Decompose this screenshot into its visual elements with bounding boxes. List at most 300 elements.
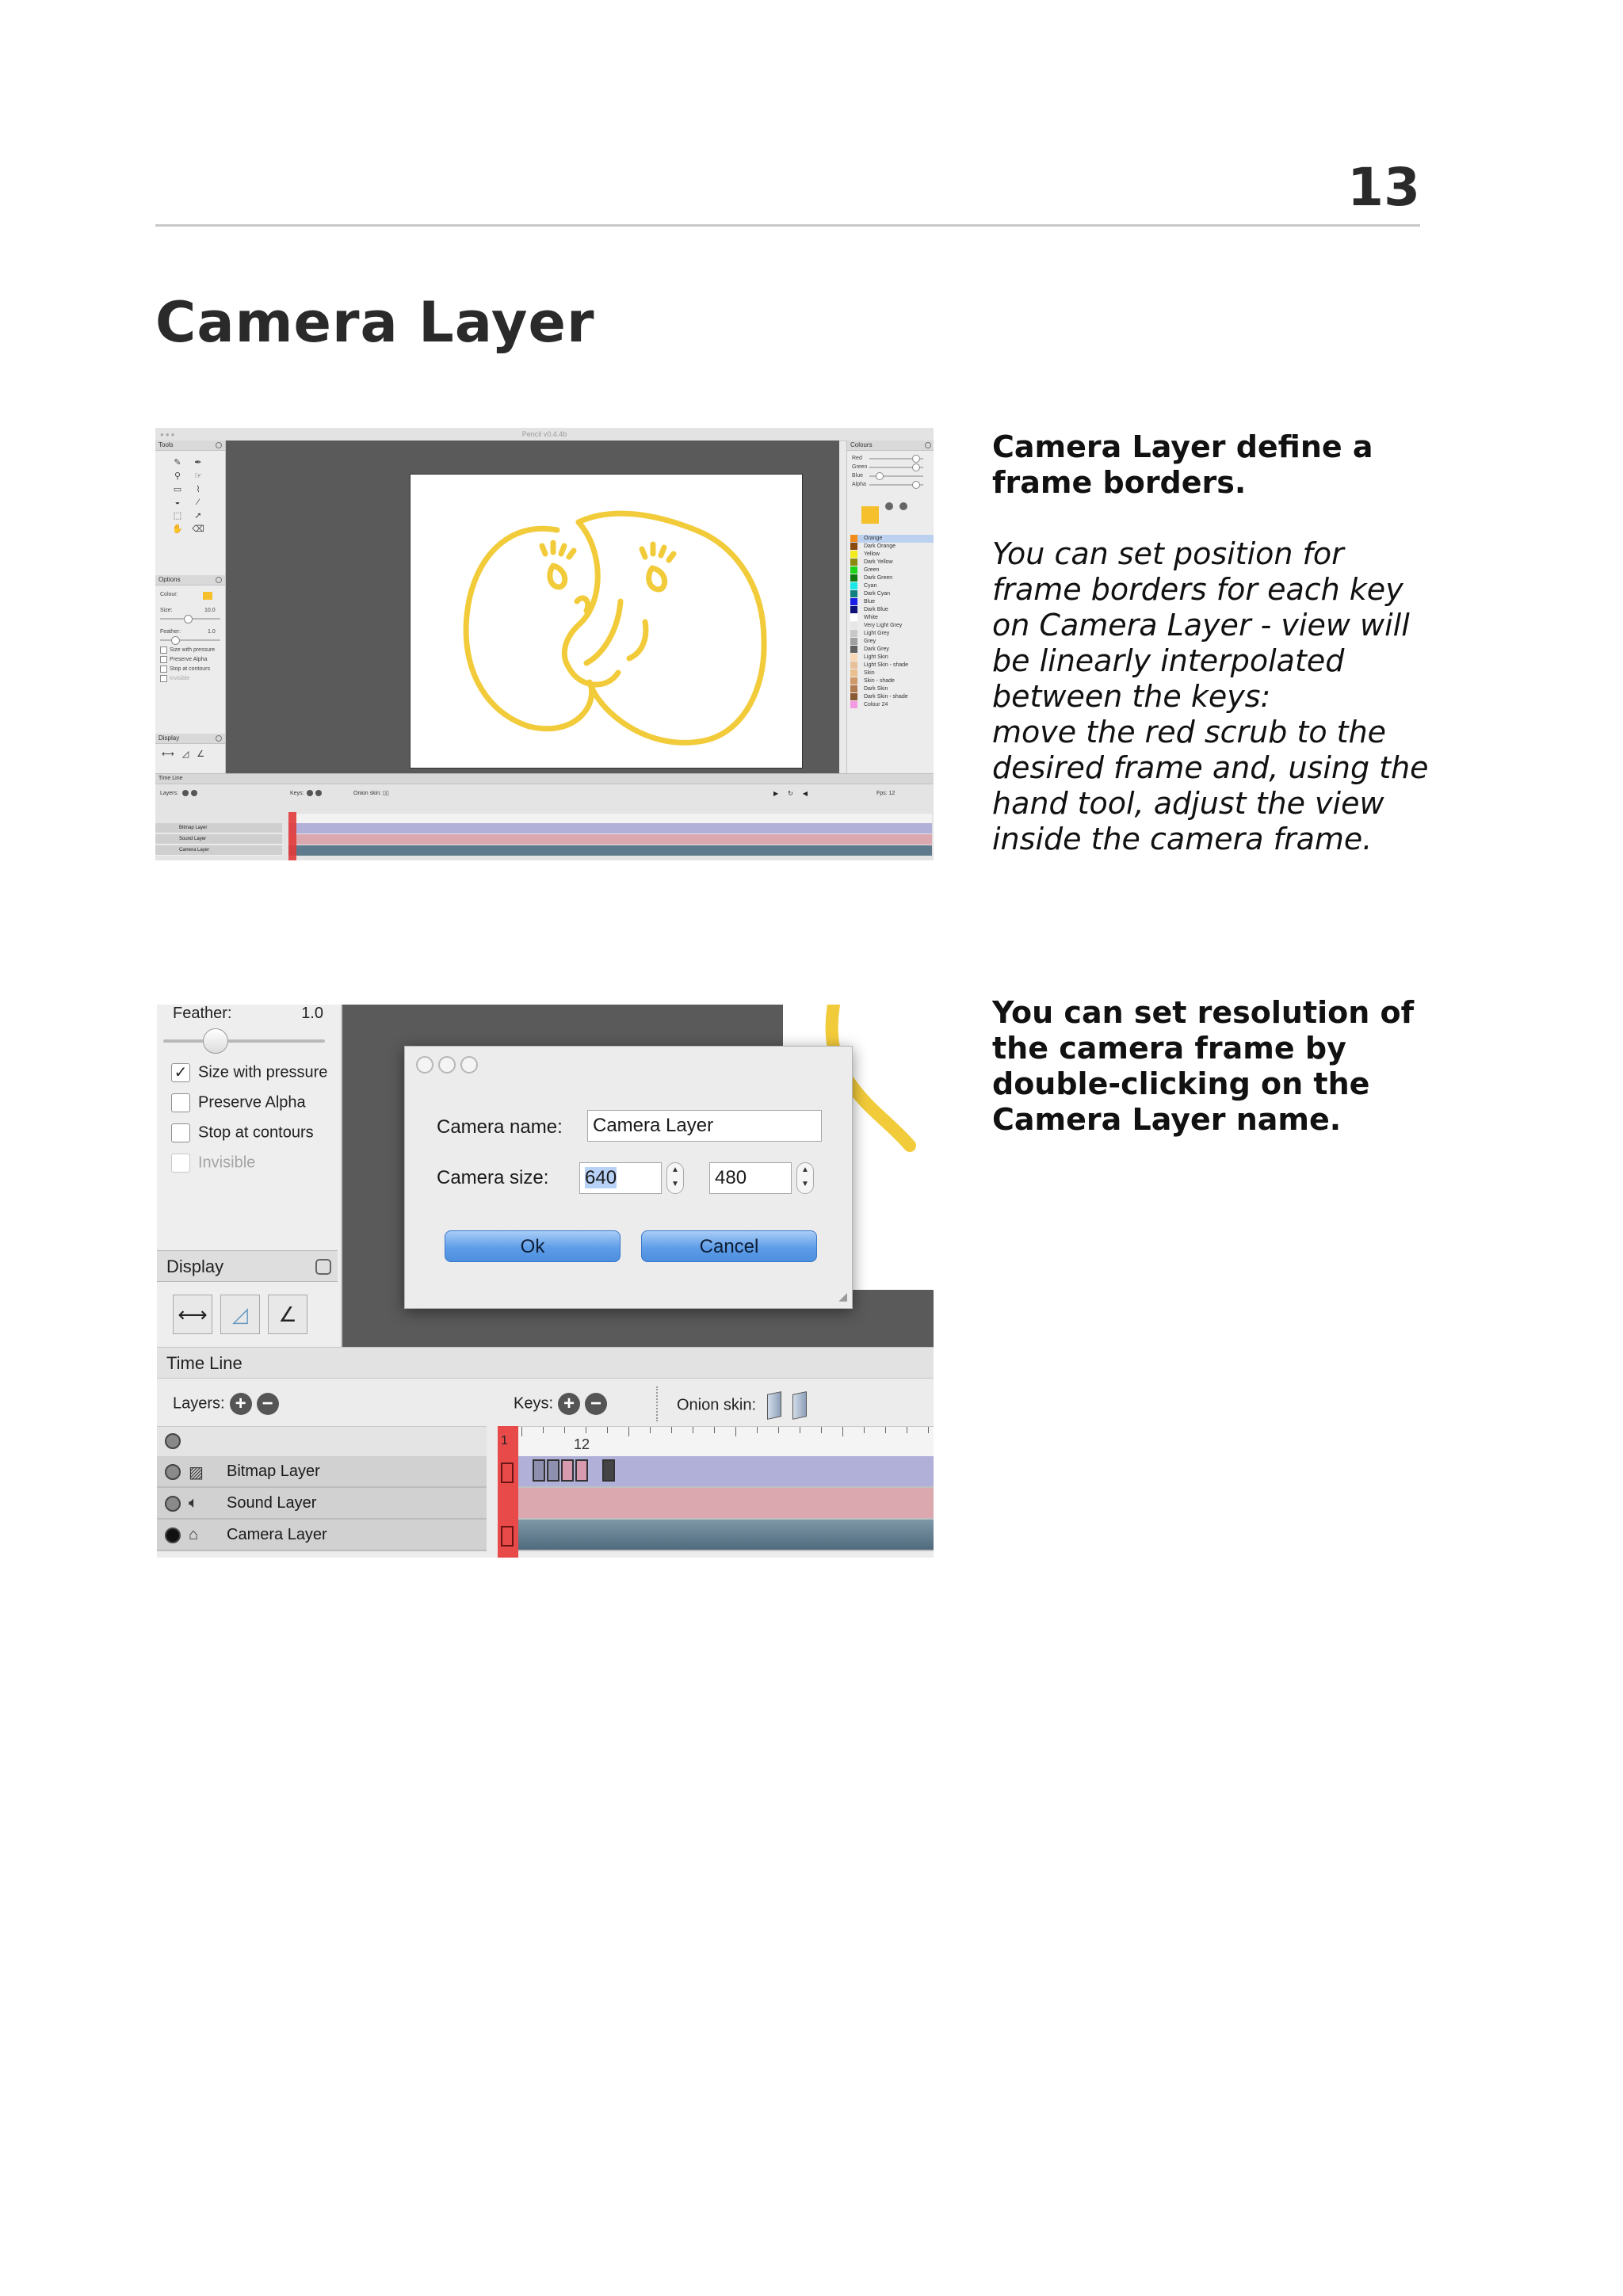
ruler-tick: [714, 1427, 715, 1433]
layer-row-camera[interactable]: [157, 1520, 487, 1551]
colour-swatch: [850, 662, 857, 669]
options-panel-title: Options: [158, 576, 181, 583]
red-scrub[interactable]: [288, 812, 296, 860]
colour-list-item[interactable]: [850, 685, 934, 693]
camera-height-input[interactable]: [709, 1162, 792, 1194]
checkbox-icon[interactable]: [171, 1154, 190, 1173]
colour-list-item[interactable]: [850, 654, 934, 662]
display-panel-title: Display: [158, 734, 180, 742]
check-label: Invisible: [198, 1154, 256, 1172]
layer-track-sound[interactable]: [288, 834, 932, 845]
tools-panel-header: [155, 441, 225, 451]
colour-name: Dark Grey: [864, 646, 889, 652]
camera-size-label: Camera size:: [437, 1167, 549, 1188]
page-number: 13: [1347, 157, 1420, 218]
camera-name-input[interactable]: Camera Layer: [587, 1110, 822, 1142]
frame-ruler[interactable]: [498, 1426, 934, 1457]
layer-row-sound[interactable]: [157, 1488, 487, 1520]
colour-swatch: [850, 693, 857, 700]
visibility-icon[interactable]: [165, 1496, 181, 1512]
onion-next-icon[interactable]: ▯: [385, 791, 389, 796]
keyframe[interactable]: [501, 1526, 514, 1547]
timeline-panel: [157, 1347, 934, 1558]
page-title: Camera Layer: [155, 290, 595, 355]
display-panel-header: [157, 1250, 338, 1282]
stepper-up-icon[interactable]: ▲: [801, 1165, 809, 1174]
remove-layer-icon[interactable]: −: [257, 1393, 279, 1415]
layer-track-bitmap[interactable]: [288, 823, 932, 833]
options-panel: [157, 1005, 342, 1347]
width-stepper[interactable]: [666, 1162, 684, 1194]
layer-name[interactable]: Sound Layer: [155, 834, 282, 845]
colour-list-item[interactable]: [850, 574, 934, 582]
clear-tool-icon[interactable]: ⌫: [192, 524, 204, 534]
ruler-frame-number: 12: [574, 1436, 590, 1452]
add-key-icon[interactable]: [307, 790, 313, 796]
colour-name: Dark Yellow: [864, 559, 893, 565]
colour-swatch: [850, 646, 857, 653]
slider-label: Blue: [852, 473, 864, 479]
size-label: Size:: [160, 608, 173, 613]
layer-row-bitmap[interactable]: [157, 1456, 487, 1488]
colour-list-item[interactable]: [850, 669, 934, 677]
section1-body-line: between the keys:: [992, 679, 1271, 714]
toggle-all-visibility-icon[interactable]: [165, 1433, 181, 1449]
layer-track-camera[interactable]: [498, 1520, 934, 1551]
add-key-icon[interactable]: +: [558, 1393, 580, 1415]
check-label: Preserve Alpha: [198, 1093, 306, 1112]
camera-width-input[interactable]: [579, 1162, 662, 1194]
sound-icon[interactable]: ◀: [802, 790, 818, 797]
colour-name: Dark Skin - shade: [864, 694, 908, 700]
horizontal-arrows-icon[interactable]: ⟷: [173, 1295, 212, 1334]
panel-float-icon[interactable]: [216, 735, 222, 742]
colour-swatch: [850, 677, 857, 685]
section1-text: [992, 429, 1436, 857]
colour-name: Yellow: [864, 551, 880, 557]
feather-label: Feather:: [160, 629, 181, 635]
bitmap-layer-icon: ▨: [189, 1464, 204, 1482]
timeline-controls: [157, 1379, 934, 1426]
colour-name: Grey: [864, 639, 876, 644]
keyframe[interactable]: [533, 1459, 545, 1482]
stepper-up-icon[interactable]: ▲: [671, 1165, 679, 1174]
preserve-alpha-check[interactable]: [155, 655, 225, 665]
thin-lines-icon[interactable]: ◿: [181, 749, 197, 759]
keyframe[interactable]: [575, 1459, 588, 1482]
check-label: Size with pressure: [198, 1063, 328, 1081]
section1-body-line: desired frame and, using the: [992, 750, 1429, 785]
timeline-panel: [155, 773, 934, 860]
sound-layer-icon: 🔈︎: [189, 1494, 198, 1512]
section1-body: [992, 536, 1436, 857]
window-controls-icon[interactable]: ●●●: [160, 431, 177, 438]
ruler-tick: [521, 1427, 522, 1436]
toolbar-separator: [656, 1386, 658, 1421]
check-label: Stop at contours: [198, 1123, 314, 1142]
section1-body-line: on Camera Layer - view will: [992, 608, 1410, 643]
colour-swatch: [850, 543, 857, 550]
slider-handle[interactable]: [171, 636, 180, 645]
colour-sliders: [847, 454, 934, 489]
brush-tool-icon[interactable]: ⚲: [174, 471, 181, 481]
preserve-alpha-check[interactable]: [171, 1093, 306, 1112]
options-panel: [155, 575, 226, 734]
tools-panel-title: Tools: [158, 441, 174, 448]
eyedropper-tool-icon[interactable]: ⁄: [197, 498, 199, 507]
colour-list-item[interactable]: [850, 614, 934, 622]
select-tool-icon[interactable]: ⬚: [173, 511, 182, 521]
keys-label: Keys:: [514, 1394, 554, 1413]
colour-list-item[interactable]: [850, 646, 934, 654]
keys-controls: [514, 1393, 607, 1415]
display-buttons: [173, 1295, 315, 1334]
colour-name: Dark Green: [864, 575, 893, 581]
onion-prev-icon[interactable]: [767, 1391, 781, 1420]
section2-heading-line: double-clicking on the: [992, 1066, 1370, 1101]
bucket-tool-icon[interactable]: ◒: [174, 498, 181, 507]
camera-layer-icon: ⌂: [189, 1526, 199, 1543]
red-scrub[interactable]: [498, 1426, 518, 1558]
colour-swatch: [850, 654, 857, 661]
ruler-tick: [628, 1427, 629, 1436]
layers-controls: [173, 1393, 279, 1415]
colour-swatch: [850, 638, 857, 645]
checkbox-checked-icon[interactable]: [160, 646, 167, 654]
colour-list-item[interactable]: [850, 606, 934, 614]
slider-label: Green: [852, 464, 868, 470]
colour-swatch: [850, 630, 857, 637]
layer-name[interactable]: Camera Layer: [227, 1526, 327, 1543]
thin-lines-icon[interactable]: ◿: [220, 1295, 260, 1334]
colour-swatch: [850, 598, 857, 605]
layer-name[interactable]: Camera Layer: [155, 845, 282, 856]
ruler-tick: [650, 1427, 651, 1433]
yellow-face-drawing: [411, 475, 802, 768]
ruler-tick: [564, 1427, 565, 1433]
smudge-tool-icon[interactable]: ☞: [194, 471, 202, 481]
fps-control: [876, 784, 895, 803]
panel-float-icon[interactable]: [925, 442, 931, 448]
layer-track-camera[interactable]: [288, 845, 932, 856]
drawing-stage[interactable]: [342, 1005, 934, 1347]
add-layer-icon[interactable]: [182, 790, 189, 796]
resize-grip-icon[interactable]: ◢: [838, 1290, 847, 1302]
colour-swatch: [850, 701, 857, 708]
colour-name: Dark Cyan: [864, 591, 891, 597]
visibility-icon[interactable]: [165, 1527, 181, 1543]
layer-name[interactable]: Bitmap Layer: [227, 1463, 320, 1480]
colour-name: Colour 24: [864, 702, 888, 707]
loop-icon[interactable]: ↻: [788, 790, 803, 797]
section1-body-line: You can set position for: [992, 536, 1344, 571]
check-label: Stop at contours: [170, 666, 210, 672]
layer-row-sound[interactable]: [155, 834, 934, 845]
ruler-tick: [842, 1427, 843, 1436]
checkbox-checked-icon[interactable]: ✓: [171, 1063, 190, 1082]
camera-frame-canvas[interactable]: [410, 474, 803, 769]
playback-controls: [773, 790, 817, 798]
colour-swatch: [850, 566, 857, 574]
colour-name: White: [864, 615, 878, 620]
colour-list-item[interactable]: [850, 677, 934, 685]
cancel-button[interactable]: Cancel: [641, 1230, 817, 1262]
colour-name: Dark Orange: [864, 543, 896, 549]
invisible-check[interactable]: [171, 1154, 255, 1173]
colour-list-item[interactable]: [850, 662, 934, 669]
invisible-check[interactable]: [155, 674, 225, 684]
ruler-tick: [778, 1427, 779, 1433]
section1-body-line: be linearly interpolated: [992, 643, 1345, 678]
feather-slider[interactable]: [163, 1039, 325, 1043]
size-option: [155, 606, 225, 616]
window-titlebar: [155, 428, 934, 441]
checkbox-icon[interactable]: [160, 675, 167, 682]
colour-name: Light Skin - shade: [864, 662, 909, 668]
remove-key-icon[interactable]: [315, 790, 322, 796]
ruler-tick: [885, 1427, 886, 1433]
stop-contours-check[interactable]: [171, 1123, 314, 1142]
layer-track-sound[interactable]: [498, 1488, 934, 1520]
camera-height-value: 480: [715, 1167, 747, 1188]
screenshot-pencil-window: [155, 428, 934, 860]
display-buttons: [155, 744, 225, 759]
horizontal-arrows-icon[interactable]: ⟷: [162, 749, 182, 759]
slider-label: Alpha: [852, 482, 866, 487]
colour-list-item[interactable]: [850, 622, 934, 630]
section1-heading: Camera Layer define a frame borders.: [992, 429, 1373, 500]
colour-list-item[interactable]: [850, 630, 934, 638]
keyframe[interactable]: [547, 1459, 559, 1482]
colour-name: Skin: [864, 670, 875, 676]
alpha-slider[interactable]: [847, 480, 934, 489]
colour-name: Light Grey: [864, 631, 890, 636]
checkbox-icon[interactable]: [171, 1093, 190, 1112]
colour-list-item[interactable]: [850, 551, 934, 559]
colour-list-item[interactable]: [850, 582, 934, 590]
colour-swatch: [850, 614, 857, 621]
stop-contours-check[interactable]: [155, 665, 225, 674]
layer-row-bitmap[interactable]: [155, 823, 934, 834]
colour-swatch: [850, 574, 857, 582]
hand-tool-icon[interactable]: ✋: [172, 524, 183, 534]
polyline-tool-icon[interactable]: ⌇: [196, 485, 200, 494]
screenshot-camera-dialog: [157, 1005, 934, 1558]
ruler-tick: [864, 1427, 865, 1433]
section1-body-line: frame borders for each key: [992, 572, 1403, 607]
check-label: Invisible: [170, 676, 190, 681]
slider-handle[interactable]: [203, 1028, 228, 1054]
section2-heading-line: the camera frame by: [992, 1031, 1346, 1066]
timeline-header: Time Line: [155, 774, 934, 784]
red-slider[interactable]: [847, 454, 934, 463]
colour-swatch: [850, 551, 857, 558]
remove-colour-icon[interactable]: [899, 502, 907, 510]
colour-list-item[interactable]: [850, 638, 934, 646]
colour-name: Blue: [864, 599, 876, 605]
check-label: Size with pressure: [170, 647, 216, 653]
slider-label: Red: [852, 456, 862, 461]
keyframe[interactable]: [602, 1459, 615, 1482]
play-icon[interactable]: ▶: [773, 790, 789, 797]
layer-name[interactable]: Bitmap Layer: [155, 823, 282, 833]
onion-prev-icon[interactable]: ▯: [382, 791, 386, 796]
eraser-tool-icon[interactable]: ▭: [173, 485, 182, 494]
display-panel: [155, 734, 226, 773]
ruler-tick: [757, 1427, 758, 1433]
dialog-titlebar: [405, 1047, 852, 1078]
colour-list: [850, 535, 934, 749]
size-pressure-check[interactable]: [155, 646, 225, 655]
colour-name: Cyan: [864, 583, 877, 589]
outlines-icon[interactable]: ∠: [197, 749, 213, 759]
minimize-window-icon[interactable]: [438, 1056, 456, 1074]
onion-controls: [353, 784, 389, 803]
ruler-tick: [543, 1427, 544, 1433]
blue-slider[interactable]: [847, 471, 934, 480]
onion-controls: [677, 1393, 807, 1418]
layer-row-camera[interactable]: [155, 845, 934, 856]
panel-float-icon[interactable]: [216, 442, 222, 448]
tools-panel: [155, 441, 226, 575]
colour-name: Dark Skin: [864, 686, 888, 692]
frame-ruler[interactable]: [288, 814, 932, 823]
colour-swatch: [850, 590, 857, 597]
pen-tool-icon[interactable]: ✒: [194, 458, 202, 467]
colour-list-item[interactable]: [850, 701, 934, 709]
green-slider[interactable]: [847, 463, 934, 471]
timeline-controls: [155, 784, 934, 803]
colour-swatch: [850, 622, 857, 629]
colour-name: Skin - shade: [864, 678, 895, 684]
colour-list-item[interactable]: [850, 566, 934, 574]
current-colour-swatch[interactable]: [861, 506, 879, 524]
colour-list-item[interactable]: [850, 693, 934, 701]
header-rule: [155, 224, 1420, 227]
section2-heading-line: You can set resolution of: [992, 995, 1415, 1030]
ruler-tick: [607, 1427, 608, 1433]
section1-body-line: hand tool, adjust the view: [992, 786, 1384, 821]
feather-value: 1.0: [301, 1005, 323, 1022]
colour-label: Colour:: [160, 592, 178, 597]
section2-text: [992, 995, 1436, 1138]
slider-handle[interactable]: [912, 481, 920, 489]
display-panel-header: [155, 734, 225, 744]
checkbox-icon[interactable]: [160, 656, 167, 663]
move-tool-icon[interactable]: ➚: [194, 511, 202, 521]
keyframe[interactable]: [501, 1463, 514, 1483]
colour-name: Very Light Grey: [864, 623, 903, 628]
colour-swatch: [850, 685, 857, 692]
stepper-down-icon[interactable]: ▼: [801, 1180, 809, 1188]
ruler-tick: [928, 1427, 929, 1433]
size-slider[interactable]: [160, 618, 220, 620]
panel-float-icon[interactable]: [315, 1259, 331, 1275]
onion-label: Onion skin:: [677, 1396, 757, 1414]
slider-handle[interactable]: [184, 615, 193, 624]
colour-list-item[interactable]: [850, 598, 934, 606]
add-layer-icon[interactable]: +: [230, 1393, 252, 1415]
colour-list-item[interactable]: [850, 543, 934, 551]
fps-label: Fps:: [876, 791, 888, 796]
feather-value: 1.0: [208, 629, 216, 635]
keyframe[interactable]: [561, 1459, 574, 1482]
visibility-icon[interactable]: [165, 1464, 181, 1480]
height-stepper[interactable]: [796, 1162, 814, 1194]
layer-track-bitmap[interactable]: [498, 1456, 934, 1488]
section1-body-line: inside the camera frame.: [992, 822, 1373, 856]
keys-controls: [290, 784, 322, 803]
onion-next-icon[interactable]: [792, 1391, 807, 1420]
check-label: Preserve Alpha: [170, 657, 208, 662]
zoom-window-icon[interactable]: [460, 1056, 478, 1074]
panel-float-icon[interactable]: [216, 577, 222, 583]
window-title: Pencil v0.4.4b: [521, 430, 567, 438]
ruler-tick: [671, 1427, 672, 1433]
outlines-icon[interactable]: ∠: [268, 1295, 307, 1334]
colour-swatch: [850, 582, 857, 589]
colours-panel-header: [847, 441, 934, 451]
colour-swatch: [850, 669, 857, 677]
camera-name-label: Camera name:: [437, 1116, 563, 1138]
ruler-tick: [735, 1427, 736, 1436]
colour-name: Light Skin: [864, 654, 888, 660]
colour-swatch: [850, 559, 857, 566]
colour-name: Dark Blue: [864, 607, 888, 612]
feather-option: [173, 1005, 323, 1023]
feather-slider[interactable]: [160, 639, 220, 641]
camera-width-value: 640: [585, 1167, 617, 1188]
layer-list-header: [157, 1426, 487, 1457]
colours-panel-title: Colours: [850, 441, 873, 448]
colour-list-item[interactable]: [850, 590, 934, 598]
layer-name[interactable]: Sound Layer: [227, 1494, 317, 1512]
stepper-down-icon[interactable]: ▼: [671, 1180, 679, 1188]
remove-key-icon[interactable]: −: [585, 1393, 607, 1415]
camera-properties-dialog: [404, 1046, 853, 1309]
section1-body-line: move the red scrub to the: [992, 715, 1387, 749]
add-colour-icon[interactable]: [885, 502, 893, 510]
colour-swatch: [850, 606, 857, 613]
colour-name: Orange: [864, 536, 883, 541]
colour-option: [155, 590, 225, 600]
layers-label: Layers:: [173, 1394, 225, 1413]
slider-handle[interactable]: [912, 455, 920, 463]
colours-panel: [846, 441, 934, 773]
slider-handle[interactable]: [876, 472, 884, 480]
feather-label: Feather:: [173, 1005, 232, 1022]
checkbox-icon[interactable]: [160, 666, 167, 673]
colour-swatch[interactable]: [203, 592, 212, 600]
ruler-tick: [821, 1427, 822, 1433]
close-window-icon[interactable]: [416, 1056, 433, 1074]
colour-name: Green: [864, 567, 880, 573]
keys-label: Keys:: [290, 791, 304, 796]
tool-grid: [155, 451, 225, 534]
remove-layer-icon[interactable]: [191, 790, 197, 796]
slider-handle[interactable]: [912, 463, 920, 471]
pencil-tool-icon[interactable]: ✎: [174, 458, 181, 467]
colour-list-item[interactable]: [850, 559, 934, 566]
fps-value[interactable]: 12: [888, 791, 896, 796]
checkbox-icon[interactable]: [171, 1123, 190, 1142]
size-pressure-check[interactable]: [171, 1063, 327, 1082]
ok-button[interactable]: Ok: [445, 1230, 621, 1262]
colour-list-item[interactable]: [850, 535, 934, 543]
drawing-stage[interactable]: [226, 441, 839, 773]
options-panel-header: [155, 575, 225, 585]
display-panel-title: Display: [166, 1257, 224, 1276]
